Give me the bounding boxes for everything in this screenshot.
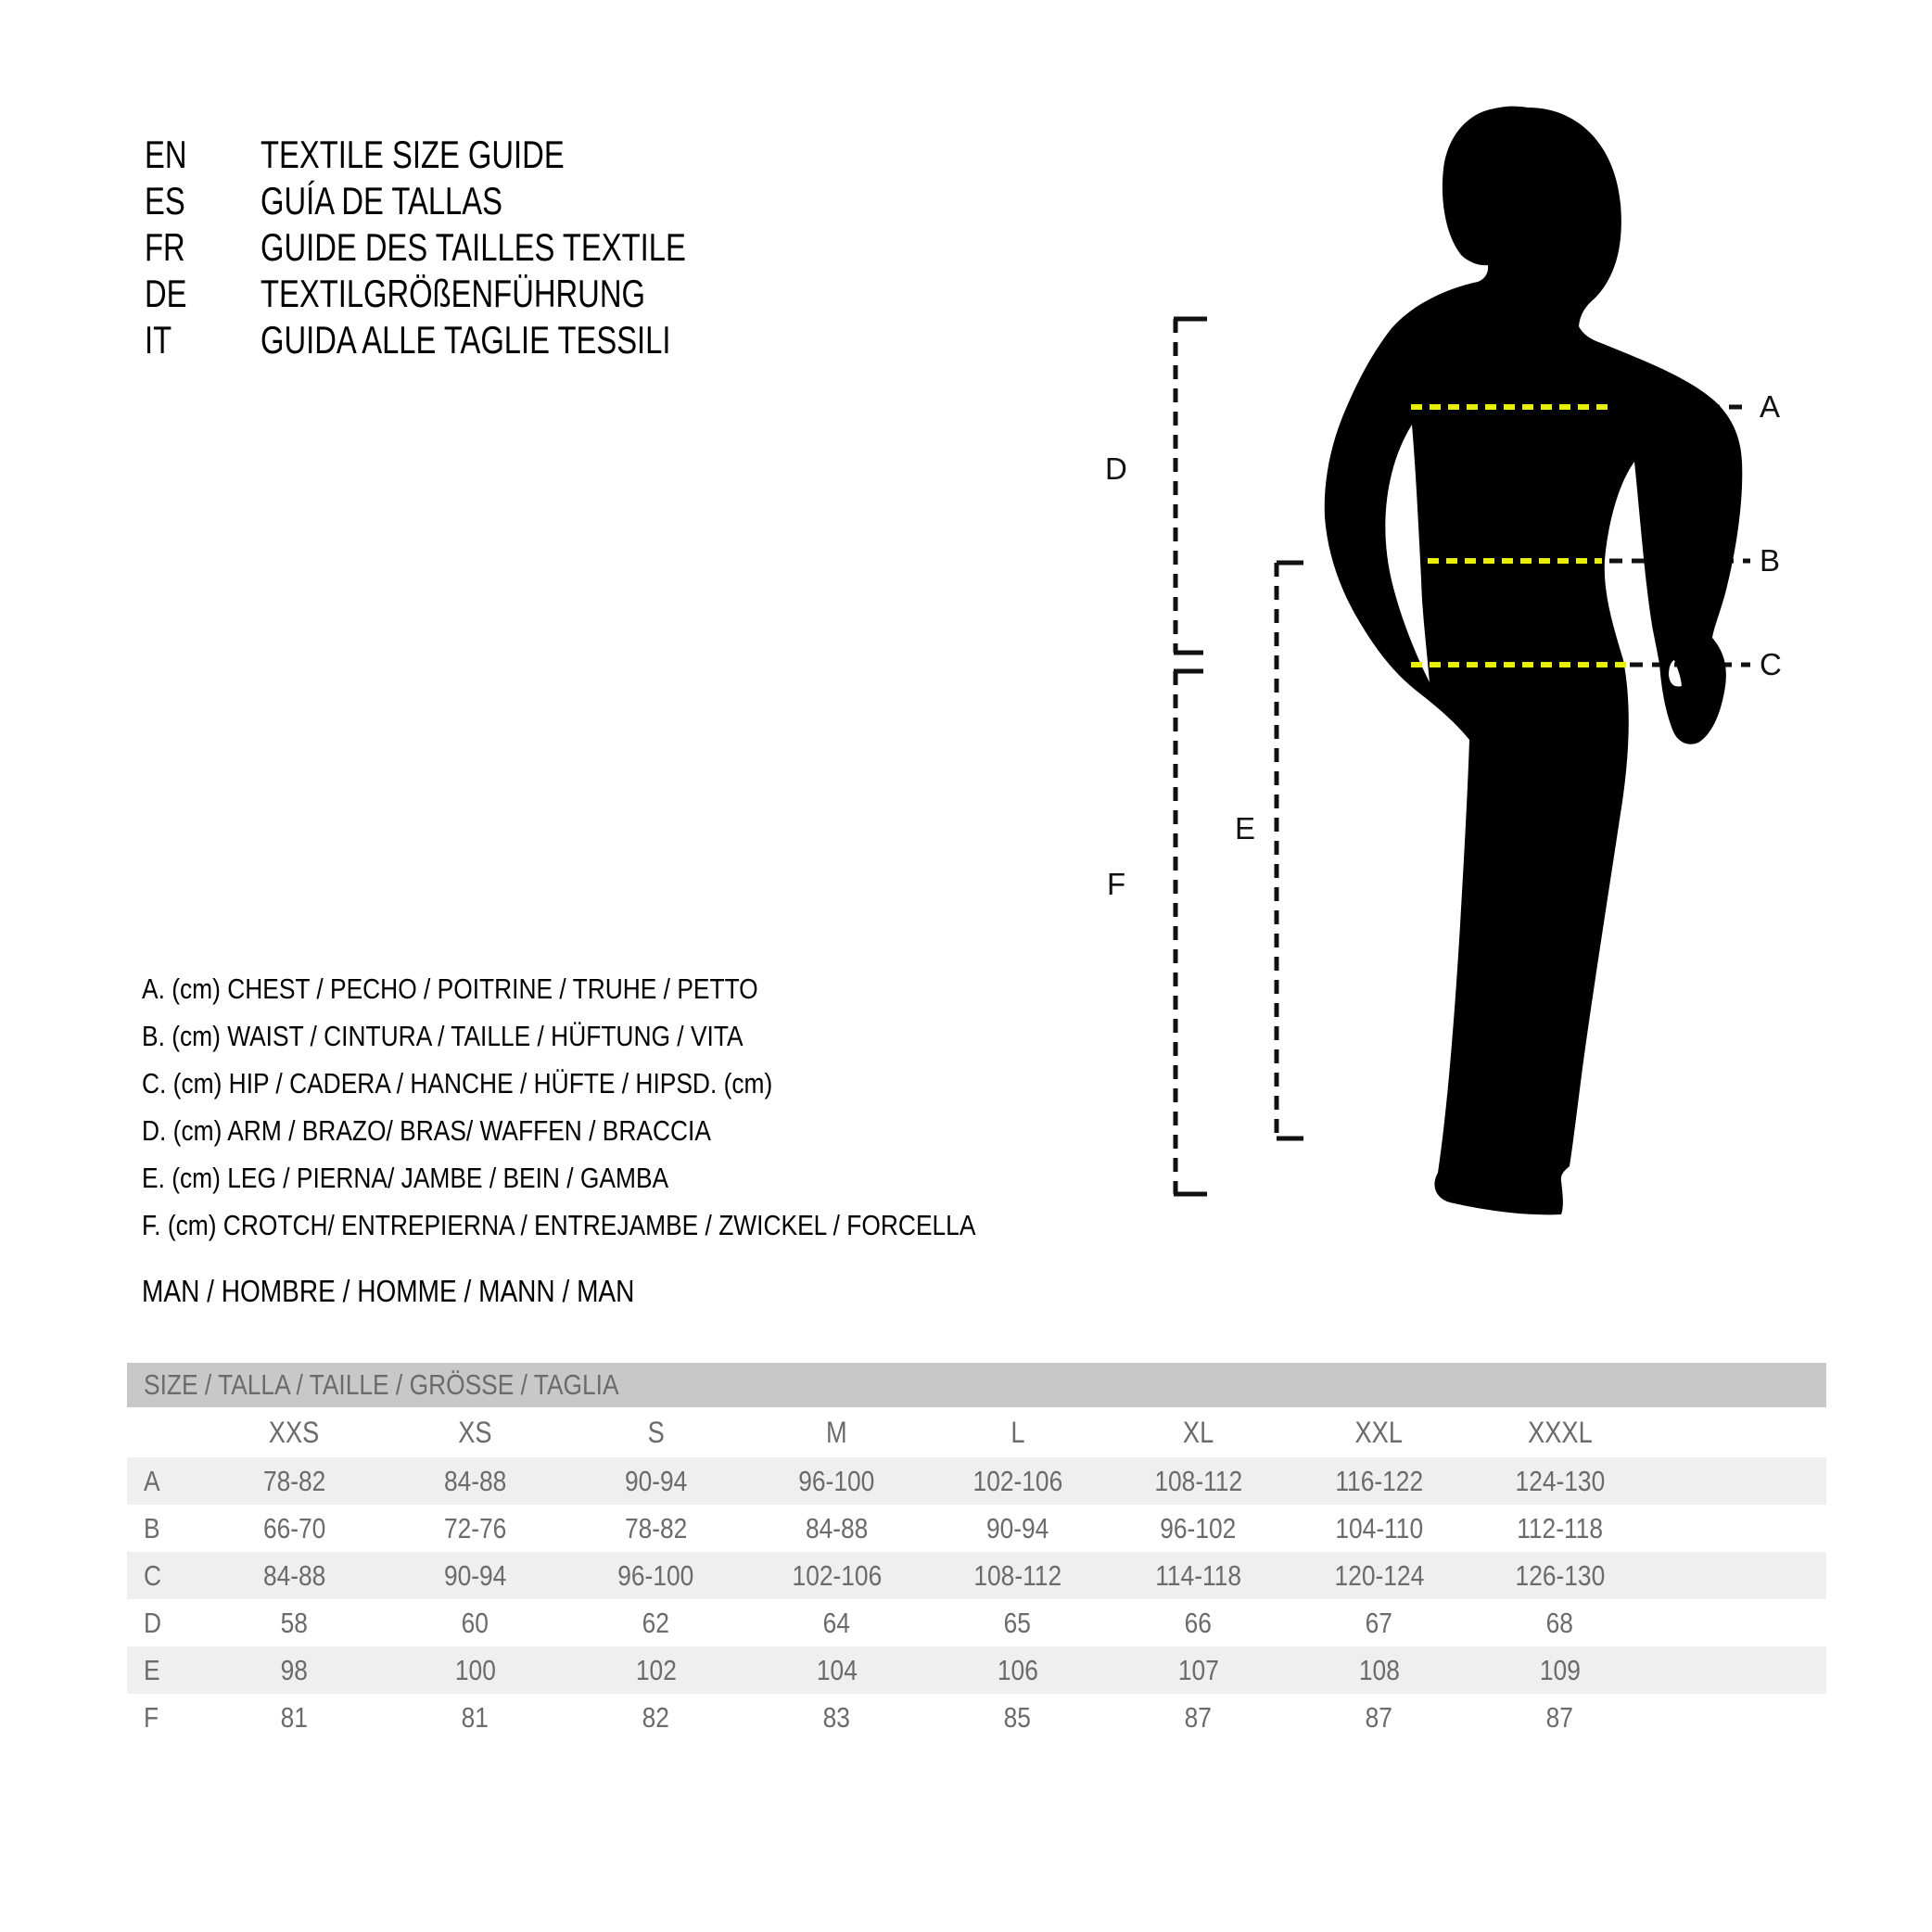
man-silhouette [1325,107,1743,1215]
size-col-XL: XL [1182,1415,1214,1449]
size-cell: 85 [1003,1700,1032,1734]
title-it: GUIDA ALLE TAGLIE TESSILI [261,318,671,362]
size-cell-filler [1650,1607,1826,1640]
size-cell: 96-102 [1160,1511,1237,1544]
legend-arm: D. (cm) ARM / BRAZO/ BRAS/ WAFFEN / BRACCIA [142,1113,711,1147]
size-cell: 87 [1184,1700,1213,1734]
size-cell: 108-112 [1154,1464,1242,1497]
size-cell: 100 [454,1653,496,1686]
size-cell: 126-130 [1515,1558,1605,1592]
size-cell: 102 [635,1653,677,1686]
title-fr: GUIDE DES TAILLES TEXTILE [261,225,686,269]
size-cell: 78-82 [262,1464,326,1497]
size-cell: 66 [1184,1606,1213,1639]
label-chest: A [1760,389,1781,424]
size-col-filler [1650,1416,1826,1450]
label-waist: B [1760,543,1781,578]
size-cell: 104-110 [1335,1511,1423,1544]
size-cell: 107 [1177,1653,1219,1686]
size-cell: 109 [1539,1653,1581,1686]
legend-chest: A. (cm) CHEST / PECHO / POITRINE / TRUHE / PETTO [142,972,758,1005]
row-label-E: E [144,1653,160,1686]
size-columns-row [127,1407,1826,1457]
size-cell: 102-106 [792,1558,882,1592]
size-cell: 64 [822,1606,851,1639]
size-col-XXXL: XXXL [1527,1415,1593,1449]
label-hip: C [1760,647,1782,681]
table-row-B [127,1505,1826,1552]
table-row-E [127,1646,1826,1694]
legend-hip: C. (cm) HIP / CADERA / HANCHE / HÜFTE / HIPSD. (cm) [142,1066,773,1099]
size-cell: 72-76 [443,1511,507,1544]
size-cell: 87 [1545,1700,1574,1734]
vertical-measure-lines [1174,319,1303,1194]
size-cell: 102-106 [972,1464,1062,1497]
size-cell: 58 [280,1606,309,1639]
lang-code-en: EN [145,133,187,176]
lang-code-it: IT [145,318,172,362]
title-de: TEXTILGRÖßENFÜHRUNG [261,272,645,315]
title-es: GUÍA DE TALLAS [261,179,502,222]
title-en: TEXTILE SIZE GUIDE [261,133,565,176]
label-leg: E [1235,811,1256,845]
label-arm: D [1105,451,1127,486]
table-row-D [127,1599,1826,1646]
size-cell: 60 [461,1606,489,1639]
size-col-spacer [127,1416,204,1450]
size-cell: 83 [822,1700,851,1734]
size-cell: 90-94 [624,1464,688,1497]
row-label-A: A [144,1464,160,1497]
size-table-body [127,1457,1826,1741]
size-cell: 108 [1358,1653,1400,1686]
legend-leg: E. (cm) LEG / PIERNA/ JAMBE / BEIN / GAMBA [142,1161,669,1194]
size-cell: 90-94 [985,1511,1049,1544]
size-col-XXL: XXL [1354,1415,1404,1449]
row-label-C: C [144,1558,162,1592]
category-line: MAN / HOMBRE / HOMME / MANN / MAN [142,1274,635,1308]
lang-code-de: DE [145,272,187,315]
size-cell: 62 [642,1606,670,1639]
row-label-D: D [144,1606,162,1639]
size-cell-filler [1650,1512,1826,1545]
size-cell: 124-130 [1515,1464,1605,1497]
size-cell: 116-122 [1335,1464,1423,1497]
table-row-F [127,1694,1826,1741]
size-table [127,1363,1826,1741]
size-cell: 84-88 [805,1511,869,1544]
measurement-legend [142,965,1123,1249]
size-cell-filler [1650,1654,1826,1687]
size-cell: 96-100 [617,1558,694,1592]
size-table-header-text: SIZE / TALLA / TAILLE / GRÖSSE / TAGLIA [144,1368,619,1401]
size-cell: 120-124 [1334,1558,1424,1592]
size-cell: 82 [642,1700,670,1734]
size-cell-filler [1650,1701,1826,1735]
size-cell: 66-70 [262,1511,326,1544]
size-cell: 104 [816,1653,858,1686]
size-col-M: M [826,1415,847,1449]
size-cell: 65 [1003,1606,1032,1639]
size-table-header [127,1363,1826,1407]
lang-code-es: ES [145,179,185,222]
size-cell: 87 [1365,1700,1393,1734]
size-cell: 98 [280,1653,309,1686]
size-cell: 81 [280,1700,309,1734]
size-cell: 67 [1365,1606,1393,1639]
lang-code-fr: FR [145,225,185,269]
size-cell: 84-88 [443,1464,507,1497]
table-row-C [127,1552,1826,1599]
row-label-F: F [144,1700,159,1734]
size-col-XXS: XXS [269,1415,320,1449]
legend-waist: B. (cm) WAIST / CINTURA / TAILLE / HÜFTUNG / VITA [142,1019,744,1052]
size-cell: 112-118 [1517,1511,1603,1544]
legend-crotch: F. (cm) CROTCH/ ENTREPIERNA / ENTREJAMBE / ZWICKEL / FORCELLA [142,1208,976,1241]
size-cell: 114-118 [1155,1558,1241,1592]
size-col-S: S [647,1415,665,1449]
size-cell: 106 [997,1653,1038,1686]
size-cell: 78-82 [624,1511,688,1544]
size-col-XS: XS [458,1415,492,1449]
row-label-B: B [144,1511,160,1544]
size-cell: 81 [461,1700,489,1734]
size-cell: 68 [1545,1606,1574,1639]
size-cell: 90-94 [443,1558,507,1592]
size-cell: 96-100 [798,1464,875,1497]
size-cell-filler [1650,1465,1826,1498]
size-cell: 84-88 [262,1558,326,1592]
size-cell: 108-112 [973,1558,1061,1592]
size-col-L: L [1010,1415,1025,1449]
size-cell-filler [1650,1559,1826,1593]
table-row-A [127,1457,1826,1505]
label-crotch: F [1107,867,1126,901]
